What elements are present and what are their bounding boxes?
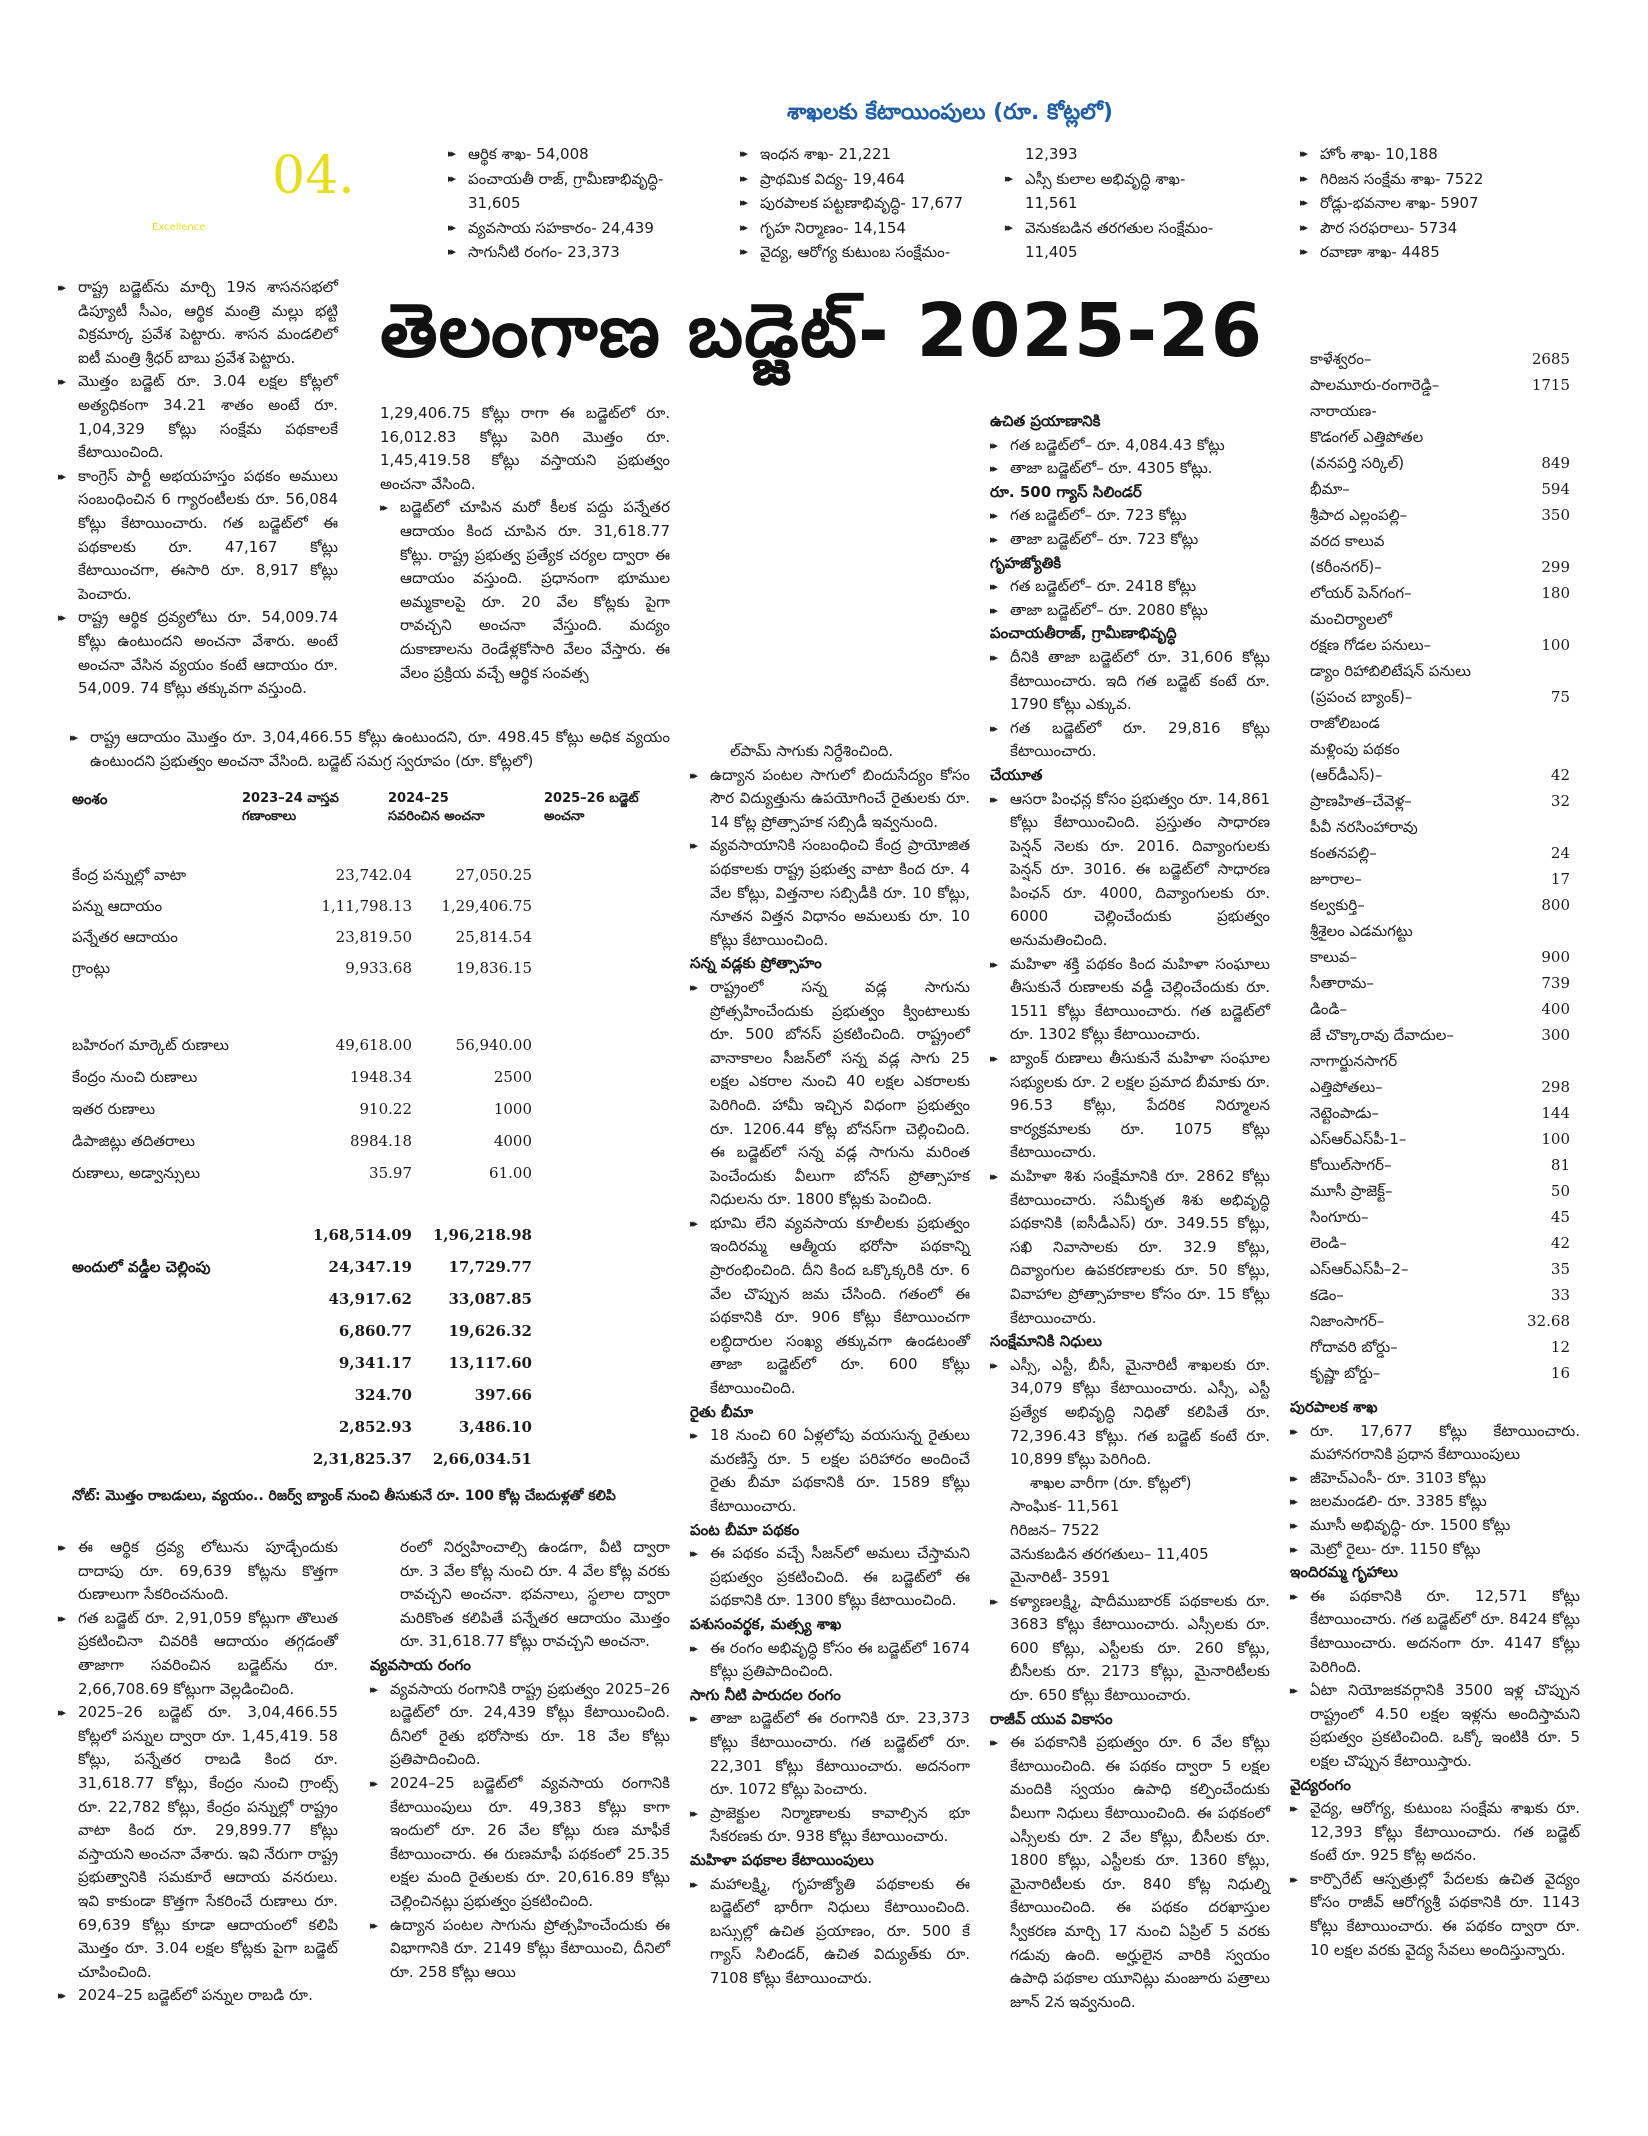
bullet-paragraph: ▸▸ గత బడ్జెట్‌లో– రూ. 723 కోట్లు (990, 504, 1270, 528)
bullet-paragraph: ▸▸ ఆసరా పింఛన్ల కోసం ప్రభుత్వం రూ. 14,861 కోట్లు కేటాయించింది. ప్రస్తుతం సాధారణ పెన్షన్ నెలకు రూ. 2016. దివ్యాంగులకు పెన్షన్ రూ. 3016. ఈ బడ్జెట్‌లో సాధారణ పింఛన్ రూ. 4000, దివ్యాంగులకు రూ. 6000 చెల్లించేందుకు ప్రభుత్వం అనుమతించింది. (990, 788, 1270, 953)
intro-column (58, 276, 338, 701)
project-name: ఎత్తిపోతలు– (1310, 1078, 1383, 1096)
paragraph: 1,29,406.75 కోట్లు రాగా ఈ బడ్జెట్‌లో రూ. 16,012.83 కోట్లు పెరిగి మొత్తం రూ. 1,45,419.58 కోట్లు వస్తాయని ప్రభుత్వం అంచనా వేసింది. (380, 404, 670, 493)
project-name: ఎస్ఆర్ఎస్‌పీ-1– (1310, 1130, 1407, 1148)
project-name: కాళేశ్వరం– (1310, 350, 1372, 368)
row-label: కేంద్ర పన్నుల్లో వాటా (72, 866, 187, 884)
allocation-item: ▸▸ ప్రాథమిక విద్య- 19,464 (740, 167, 1020, 192)
plain-line: శాఖల వారీగా (రూ. కోట్లలో) (1030, 1473, 1192, 1492)
paragraph: రంలో నిర్వహించాల్సి ఉండగా, వీటి ద్వారా రూ. 3 వేల కోట్ల నుంచి రూ. 4 వేల కోట్ల వరకు రావచ్చని అంచనా. భవనాలు, స్థలాల ద్వారా మరికొంత కలిపితే పన్నేతర ఆదాయం మొత్తం రూ. 31,618.77 కోట్లు రావచ్చని అంచనా. (400, 1538, 670, 1651)
table-row (72, 1418, 682, 1442)
row-value: 397.66 (474, 1386, 532, 1404)
project-row (1310, 1234, 1570, 1260)
project-amount: 900 (1541, 948, 1570, 966)
project-name: శ్రీశైలం ఎడమగట్టు (1310, 922, 1413, 940)
project-name: సీతారామ– (1310, 974, 1374, 992)
project-amount: 100 (1541, 1130, 1570, 1148)
row-value: 19,836.15 (455, 959, 532, 977)
project-amount: 298 (1541, 1078, 1570, 1096)
bullet-paragraph: ▸▸ ఎస్సీ, ఎస్టీ, బీసీ, మైనారిటీ శాఖలకు రూ. 34,079 కోట్లు కేటాయించారు. ఎస్సీ, ఎస్టీ ప్రత్యేక అభివృద్ధి నిధితో కలిపితే రూ. 72,396.43 కోట్లు. గత బడ్జెట్ కంటే రూ. 10,899 కోట్లు పెరిగింది. (990, 1354, 1270, 1472)
project-row (1310, 584, 1570, 610)
section-heading: పంట బీమా పథకం (690, 1520, 800, 1539)
table-row (72, 1068, 682, 1092)
project-name: కృష్ణా బోర్డు– (1310, 1364, 1381, 1382)
project-name: జూరాల– (1310, 870, 1362, 888)
project-name: (ఆర్‌డీఎస్)– (1310, 766, 1383, 784)
row-label: పన్ను ఆదాయం (72, 897, 163, 915)
row-value: 1000 (493, 1100, 532, 1118)
table-row (72, 1354, 682, 1378)
project-row (1310, 454, 1570, 480)
project-row (1310, 896, 1570, 922)
table-row (72, 928, 682, 952)
project-row (1310, 610, 1570, 636)
bullet-paragraph: ▸▸ కార్పొరేట్ ఆస్పత్రుల్లో పేదలకు ఉచిత వైద్యం కోసం రాజీవ్ ఆరోగ్యశ్రీ పథకానికి రూ. 1143 కోట్లు కేటాయించారు. ఈ పథకం ద్వారా రూ. 10 లక్షల వరకు వైద్య సేవలు అందిస్తున్నారు. (1290, 1868, 1580, 1962)
project-amount: 16 (1550, 1364, 1570, 1382)
plain-line: వెనుకబడిన తరగతులు– 11,405 (1010, 1544, 1209, 1563)
row-value: 2,66,034.51 (432, 1450, 532, 1468)
project-name: నాగార్జునసాగర్ (1310, 1052, 1398, 1070)
section-heading: చేయూత (990, 765, 1043, 784)
project-row (1310, 974, 1570, 1000)
bullet-paragraph: ▸▸ మూసీ అభివృద్ధి- రూ. 1500 కోట్లు (1290, 1514, 1580, 1538)
row-value: 13,117.60 (448, 1354, 532, 1372)
project-amount: 144 (1541, 1104, 1570, 1122)
project-name: లెండి– (1310, 1234, 1347, 1252)
section-heading: మహిళా పథకాల కేటాయింపులు (690, 1850, 874, 1869)
bullet-paragraph: ▸▸ గత బడ్జెట్ రూ. 2,91,059 కోట్లుగా తొలుత ప్రకటించినా చివరికి ఆదాయం తగ్గడంతో తాజాగా సవరించిన బడ్జెట్‌ను రూ. 2,66,708.69 కోట్లుగా వెల్లడించింది. (58, 1607, 338, 1701)
allocation-item: ▸▸ రవాణా శాఖ- 4485 (1300, 240, 1560, 265)
project-row (1310, 636, 1570, 662)
bullet-paragraph: ▸▸ ఈ పథకానికి ప్రభుత్వం రూ. 6 వేల కోట్లు కేటాయించింది. ఈ పథకం ద్వారా 5 లక్షల మందికి స్వయం ఉపాధి కల్పించేందుకు వీలుగా నిధులు కేటాయించింది. ఈ పథకంలో ఎస్సీలకు రూ. 2 వేల కోట్లు, బీసీలకు రూ. 1800 కోట్లు, ఎస్టీలకు రూ. 1360 కోట్లు, మైనారిటీలకు రూ. 840 కోట్ల నిధుల్ని కేటాయించింది. ఈ పథకం దరఖాస్తుల స్వీకరణ మార్చి 17 నుంచి ఏప్రిల్ 5 వరకు గడువు ఉంది. అర్హులైన వారికి స్వయం ఉపాధి పథకాల యూనిట్లు మంజూరు పత్రాలు జూన్ 2న ఇవ్వనుంది. (990, 1731, 1270, 2014)
project-amount: 81 (1550, 1156, 1570, 1174)
project-name: శ్రీపాద ఎల్లంపల్లి– (1310, 506, 1408, 524)
project-name: కంతనపల్లి– (1310, 844, 1377, 862)
project-name: పీవీ నరసింహారావు (1310, 818, 1418, 836)
bullet-paragraph: ▸▸ రాష్ట్ర ఆదాయం మొత్తం రూ. 3,04,466.55 కోట్లు ఉంటుందని, రూ. 498.45 కోట్లు అధిక వ్యయం ఉంటుందని ప్రభుత్వం అంచనా వేసింది. బడ్జెట్ సమగ్ర స్వరూపం (రూ. కోట్లలో) (70, 726, 670, 773)
deficit-column (58, 1536, 338, 2008)
row-value: 4000 (493, 1132, 532, 1150)
bullet-paragraph: ▸▸ మెట్రో రైలు- రూ. 1150 కోట్లు (1290, 1538, 1580, 1562)
project-amount: 100 (1541, 636, 1570, 654)
project-row (1310, 792, 1570, 818)
project-amount: 75 (1550, 688, 1570, 706)
project-amount: 50 (1550, 1182, 1570, 1200)
project-name: ప్రాణహిత–చేవెళ్ల– (1310, 792, 1412, 810)
bullet-paragraph: ▸▸ గత బడ్జెట్‌లో రూ. 29,816 కోట్లు కేటాయించారు. (990, 717, 1270, 764)
allocations-column-3 (1005, 142, 1275, 265)
project-name: డ్యాం రిహాబిలిటేషన్ పనులు (1310, 662, 1471, 680)
project-amount: 32 (1550, 792, 1570, 810)
project-name: నెట్టెంపాడు– (1310, 1104, 1379, 1122)
project-amount: 24 (1550, 844, 1570, 862)
row-value: 33,087.85 (448, 1290, 532, 1308)
project-name: (కరీంనగర్)– (1310, 558, 1382, 576)
table-row (72, 1322, 682, 1346)
bullet-paragraph: ▸▸ తాజా బడ్జెట్‌లో– రూ. 723 కోట్లు (990, 528, 1270, 552)
section-heading: ఉచిత ప్రయాణానికి (990, 412, 1101, 430)
project-name: కడెం– (1310, 1286, 1344, 1304)
project-row (1310, 1156, 1570, 1182)
page-number: 04. (272, 146, 355, 206)
project-name: నారాయణ- (1310, 402, 1377, 420)
bullet-paragraph: ▸▸ వైద్య, ఆరోగ్య, కుటుంబ సంక్షేమ శాఖకు రూ. 12,393 కోట్లు కేటాయించారు. గత బడ్జెట్ కంటే రూ. 925 కోట్ల అదనం. (1290, 1797, 1580, 1868)
project-name: భీమా– (1310, 480, 1350, 498)
row-value: 2500 (493, 1068, 532, 1086)
row-label: అందులో వడ్డీల చెల్లింపు (72, 1258, 211, 1276)
bullet-paragraph: ▸▸ తాజా బడ్జెట్‌లో– రూ. 4305 కోట్లు. (990, 457, 1270, 481)
section-heading: రాజీవ్ యువ వికాసం (990, 1709, 1113, 1728)
row-label: బహిరంగ మార్కెట్ రుణాలు (72, 1036, 229, 1054)
bullet-paragraph: ▸▸ కాంగ్రెస్ పార్టీ అభయహస్తం పథకం అములు సంబంధించిన 6 గ్యారంటీలకు రూ. 56,084 కోట్లు కేటాయించారు. గత బడ్జెట్‌లో ఈ పథకాలకు రూ. 47,167 కోట్లు కేటాయించగా, ఈసారి రూ. 8,917 కోట్లు పెంచారు. (58, 465, 338, 607)
project-name: ఎస్ఆర్ఎస్‌పీ–2– (1310, 1260, 1409, 1278)
project-amount: 300 (1541, 1026, 1570, 1044)
row-value: 24,347.19 (328, 1258, 412, 1276)
row-value: 9,933.68 (345, 959, 412, 977)
bullet-paragraph: ▸▸ ఈ పథకం వచ్చే సీజన్‌లో అమలు చేస్తామని ప్రభుత్వం ప్రకటించింది. ఈ బడ్జెట్‌లో ఈ పథకానికి రూ. 1300 కోట్లు కేటాయించింది. (690, 1542, 970, 1613)
row-value: 910.22 (359, 1100, 412, 1118)
row-value: 27,050.25 (455, 866, 532, 884)
bullet-paragraph: ▸▸ వ్యవసాయానికి సంబంధించి కేంద్ర ప్రాయోజిత పథకాలకు రాష్ట్ర ప్రభుత్వ వాటా కింద రూ. 4 వేల కోట్లు, విత్తనాల సబ్సిడీకి రూ. 10 కోట్లు, నూతన విత్తన విధానం అమలుకు రూ. 10 కోట్లు కేటాయించింది. (690, 834, 970, 952)
bullet-paragraph: ▸▸ రాష్ట్ర ఆర్థిక ద్రవ్యలోటు రూ. 54,009.74 కోట్లు ఉంటుందని అంచనా వేశారు. అంటే అంచనా వేసిన వ్యయం కంటే ఆదాయం రూ. 54,009. 74 కోట్లు తక్కువగా వస్తుంది. (58, 606, 338, 700)
row-value: 2,31,825.37 (312, 1450, 412, 1468)
table-row (72, 1100, 682, 1124)
project-amount: 1715 (1531, 376, 1570, 394)
project-row (1310, 766, 1570, 792)
row-label: పన్నేతర ఆదాయం (72, 928, 178, 946)
project-name: కల్వకుర్తి– (1310, 896, 1365, 914)
project-row (1310, 1000, 1570, 1026)
plain-line: సాంఘిక- 11,561 (1010, 1497, 1120, 1516)
allocations-title: శాఖలకు కేటాయింపులు (రూ. కోట్లలో) (787, 100, 1113, 125)
section-heading: వ్యవసాయ రంగం (370, 1655, 471, 1674)
bullet-paragraph: ▸▸ జలమండలి- రూ. 3385 కోట్లు (1290, 1490, 1580, 1514)
allocation-item: 31,605 (468, 194, 521, 212)
allocations-column-1 (448, 142, 728, 265)
row-label: ఇతర రుణాలు (72, 1100, 156, 1118)
row-value: 61.00 (489, 1164, 532, 1182)
welfare-column (990, 410, 1270, 2014)
bullet-paragraph: ▸▸ వ్యవసాయ రంగానికి రాష్ట్ర ప్రభుత్వం 2025–26 బడ్జెట్‌లో రూ. 24,439 కోట్లు కేటాయించింది. దీనిలో రైతు భరోసాకు రూ. 18 వేల కోట్లు ప్రతిపాదించింది. (370, 1678, 670, 1772)
row-value: 1,96,218.98 (432, 1226, 532, 1244)
table-row (72, 1226, 682, 1250)
project-name: డిండి– (1310, 1000, 1348, 1018)
allocation-item: ▸▸ గృహ నిర్మాణం- 14,154 (740, 216, 1020, 241)
project-name: మంచిర్యాలలో (1310, 610, 1392, 628)
project-amount: 45 (1550, 1208, 1570, 1226)
table-row (72, 1036, 682, 1060)
section-heading: రూ. 500 గ్యాస్ సిలిండర్ (990, 482, 1142, 501)
project-row (1310, 350, 1570, 376)
project-name: మూసీ ప్రాజెక్ట్– (1310, 1182, 1393, 1200)
bullet-paragraph: ▸▸ తాజా బడ్జెట్‌లో ఈ రంగానికి రూ. 23,373 కోట్లు కేటాయించారు. గత బడ్జెట్‌లో రూ. 22,301 కోట్లు కేటాయించారు. అదనంగా రూ. 1072 కోట్లు పెంచారు. (690, 1707, 970, 1801)
allocation-item: ▸▸ ఆర్థిక శాఖ- 54,008 (448, 142, 728, 167)
row-label: రుణాలు, అడ్వాన్సులు (72, 1164, 201, 1182)
project-row (1310, 532, 1570, 558)
project-row (1310, 948, 1570, 974)
bullet-paragraph: ▸▸ మహాలక్ష్మి, గృహజ్యోతి పథకాలకు ఈ బడ్జెట్‌లో భారీగా నిధులు కేటాయించింది. బస్సుల్లో ఉచిత ప్రయాణం, రూ. 500 కే గ్యాస్ సిలిండర్, ఉచిత విద్యుత్‌కు రూ. 7108 కోట్లు కేటాయించారు. (690, 1873, 970, 1991)
schemes-column (690, 740, 970, 1990)
row-value: 19,626.32 (448, 1322, 532, 1340)
table-header-item: అంశం (72, 790, 108, 808)
bullet-paragraph: ▸▸ ఉద్యాన పంటల సాగులో బిందుసేద్యం కోసం సౌర విద్యుత్తును ఉపయోగించే రైతులకు రూ. 14 కోట్ల ప్రోత్సాహక సబ్సిడీ ఇవ్వనుంది. (690, 764, 970, 835)
project-name: కోయిల్‌సాగర్– (1310, 1156, 1392, 1174)
row-label: కేంద్రం నుంచి రుణాలు (72, 1068, 198, 1086)
table-header-estimate: 2025–26 బడ్జెట్ అంచనా (544, 791, 639, 824)
bullet-paragraph: ▸▸ 18 నుంచి 60 ఏళ్లలోపు వయసున్న రైతులు మరణిస్తే రూ. 5 లక్షల పరిహారం అందించే రైతు బీమా పథకానికి రూ. 1589 కోట్లు కేటాయించారు. (690, 1424, 970, 1518)
bullet-paragraph: ▸▸ ఈ ఆర్థిక ద్రవ్య లోటును పూడ్చేందుకు దాదాపు రూ. 69,639 కోట్లను కొత్తగా రుణాలుగా సేకరించనుంది. (58, 1536, 338, 1607)
project-row (1310, 480, 1570, 506)
revenue-column (380, 402, 670, 685)
bullet-paragraph: ▸▸ బడ్జెట్‌లో చూపిన మరో కీలక పద్దు పన్నేతర ఆదాయం కింద చూపిన రూ. 31,618.77 కోట్లు. రాష్ట్ర ప్రభుత్వ ప్రత్యేక చర్యల ద్వారా ఈ ఆదాయం వస్తుంది. ప్రధానంగా భూముల అమ్మకాలపై రూ. 20 వేల కోట్లకు పైగా రావచ్చని అంచనా వేస్తుంది. మద్యం దుకాణాలను రెండేళ్లకోసారి వేలం వేస్తారు. ఈ వేలం ప్రక్రియ వచ్చే ఆర్థిక సంవత్స (380, 496, 670, 685)
project-amount: 180 (1541, 584, 1570, 602)
project-amount: 35 (1550, 1260, 1570, 1278)
bullet-paragraph: ▸▸ రాష్ట్ర బడ్జెట్‌ను మార్చి 19న శాసనసభలో డిప్యూటీ సీఎం, ఆర్థిక మంత్రి మల్లు భట్టి విక్రమార్క ప్రవేశ పెట్టారు. శాసన మండలిలో ఐటీ మంత్రి శ్రీధర్ బాబు ప్రవేశ పెట్టారు. (58, 276, 338, 370)
row-value: 9,341.17 (338, 1354, 412, 1372)
row-value: 8984.18 (349, 1132, 412, 1150)
row-value: 23,742.04 (335, 866, 412, 884)
bullet-paragraph: ▸▸ మొత్తం బడ్జెట్ రూ. 3.04 లక్షల కోట్లలో అత్యధికంగా 34.21 శాతం అంటే రూ. 1,04,329 కోట్లు సంక్షేమ పథకాలకే కేటాయించింది. (58, 370, 338, 464)
allocation-item: ▸▸ వ్యవసాయ సహకారం- 24,439 (448, 216, 728, 241)
project-name: సింగూరు– (1310, 1208, 1369, 1226)
section-heading: సన్న వడ్లకు ప్రోత్సాహం (690, 954, 822, 973)
bullet-paragraph: ▸▸ 2024–25 బడ్జెట్‌లో పన్నుల రాబడి రూ. (58, 1984, 338, 2008)
allocation-item: ▸▸ పౌర సరఫరాలు- 5734 (1300, 216, 1560, 241)
section-heading: రైతు బీమా (690, 1402, 754, 1421)
project-name: జే చొక్కారావు దేవాదుల– (1310, 1026, 1454, 1044)
table-row (72, 1290, 682, 1314)
project-name: మళ్లింపు పథకం (1310, 740, 1400, 758)
project-row (1310, 1104, 1570, 1130)
project-name: నిజాంసాగర్– (1310, 1312, 1385, 1330)
row-value: 6,860.77 (338, 1322, 412, 1340)
table-intro (70, 726, 670, 773)
section-heading: సంక్షేమానికి నిధులు (990, 1332, 1102, 1351)
section-heading: పంచాయతీరాజ్, గ్రామీణాభివృద్ధి (990, 624, 1177, 643)
project-row (1310, 1130, 1570, 1156)
project-row (1310, 1026, 1570, 1052)
project-row (1310, 1052, 1570, 1078)
allocation-item: ▸▸ ఎస్సీ కులాల అభివృద్ధి శాఖ- (1005, 167, 1275, 192)
project-row (1310, 1286, 1570, 1312)
project-name: (ప్రపంచ బ్యాంక్)– (1310, 688, 1413, 706)
row-value: 1,68,514.09 (312, 1226, 412, 1244)
project-amount: 350 (1541, 506, 1570, 524)
table-row (72, 866, 682, 890)
row-value: 1948.34 (349, 1068, 412, 1086)
allocation-item: ▸▸ వెనుకబడిన తరగతుల సంక్షేమం- (1005, 216, 1275, 241)
bullet-paragraph: ▸▸ ఈ పథకానికి రూ. 12,571 కోట్లు కేటాయించారు. గత బడ్జెట్‌లో రూ. 8424 కోట్లు కేటాయించారు. అదనంగా రూ. 4147 కోట్లు పెరిగింది. (1290, 1585, 1580, 1679)
project-amount: 800 (1541, 896, 1570, 914)
table-row (72, 1258, 682, 1282)
table-row (72, 1386, 682, 1410)
bullet-paragraph: ▸▸ గత బడ్జెట్‌లో– రూ. 4,084.43 కోట్లు (990, 434, 1270, 458)
bullet-paragraph: ▸▸ 2025–26 బడ్జెట్ రూ. 3,04,466.55 కోట్లలో పన్నుల ద్వారా రూ. 1,45,419. 58 కోట్లు, పన్నేతర రాబడి కింద రూ. 31,618.77 కోట్లు, కేంద్రం నుంచి గ్రాంట్స్ రూ. 22,782 కోట్లు, కేంద్రం పన్నుల్లో రాష్ట్రం వాటా కింద రూ. 29,899.77 కోట్లు వస్తాయని అంచనా వేశారు. ఇవి నేరుగా రాష్ట్ర ప్రభుత్వానికి సమకూరే ఆదాయ వనరులు. ఇవి కాకుండా కొత్తగా సేకరించే రుణాలు రూ. 69,639 కోట్లు కూడా ఆదాయంలో కలిపి మొత్తం రూ. 3.04 లక్షల కోట్లకు పైగా బడ్జెట్ చూపించింది. (58, 1701, 338, 1984)
project-row (1310, 1260, 1570, 1286)
bullet-paragraph: ▸▸ దీనికి తాజా బడ్జెట్‌లో రూ. 31,606 కోట్లు కేటాయించారు. ఇది గత బడ్జెట్ కంటే రూ. 1790 కోట్లు ఎక్కువ. (990, 646, 1270, 717)
project-row (1310, 818, 1570, 844)
project-name: రాజోలిబండ (1310, 714, 1380, 732)
table-note: నోట్: మొత్తం రాబడులు, వ్యయం.. రిజర్వ్ బ్యాంక్ నుంచి తీసుకునే రూ. 100 కోట్ల చేబదుళ్లతో కలిపి (72, 1488, 616, 1504)
project-name: (వనపర్తి సర్కిల్) (1310, 454, 1405, 472)
allocation-item: 12,393 (1025, 145, 1078, 163)
project-name: కొడంగల్ ఎత్తిపోతల (1310, 428, 1424, 446)
table-row (72, 897, 682, 921)
row-value: 23,819.50 (335, 928, 412, 946)
budget-table (72, 790, 682, 1450)
project-name: గోదావరి బోర్డు– (1310, 1338, 1398, 1356)
section-heading: పశుసంవర్థక, మత్స్య శాఖ (690, 1614, 842, 1633)
project-amount: 17 (1550, 870, 1570, 888)
project-row (1310, 1338, 1570, 1364)
project-row (1310, 428, 1570, 454)
project-name: రక్షణ గోడల పనులు– (1310, 636, 1432, 654)
row-value: 1,29,406.75 (441, 897, 532, 915)
project-row (1310, 844, 1570, 870)
table-row (72, 959, 682, 983)
allocations-column-2 (740, 142, 1020, 265)
table-row (72, 1132, 682, 1156)
row-label: డిపాజిట్లు తదితరాలు (72, 1132, 195, 1150)
project-row (1310, 1364, 1570, 1390)
project-name: కాలువ– (1310, 948, 1357, 966)
project-row (1310, 1182, 1570, 1208)
project-row (1310, 506, 1570, 532)
bullet-paragraph: ▸▸ మహిళా శిశు సంక్షేమానికి రూ. 2862 కోట్లు కేటాయించారు. సమీకృత శిశు అభివృద్ధి పథకానికి (ఐసీడీఎస్) రూ. 349.55 కోట్లు, సఖి నివాసాలకు రూ. 32.9 కోట్లు, దివ్యాంగుల ఉపకరణాలకు రూ. 50 కోట్లు, వివాహాల ప్రోత్సాహకాల కోసం రూ. 15 కోట్లు కేటాయించారు. (990, 1165, 1270, 1330)
project-name: పాలమూరు-రంగారెడ్డి– (1310, 376, 1440, 394)
bullet-paragraph: ▸▸ తాజా బడ్జెట్‌లో– రూ. 2080 కోట్లు (990, 599, 1270, 623)
bullet-paragraph: ▸▸ గత బడ్జెట్‌లో– రూ. 2418 కోట్లు (990, 575, 1270, 599)
project-row (1310, 740, 1570, 766)
row-label: గ్రాంట్లు (72, 959, 111, 977)
bullet-paragraph: ▸▸ రాష్ట్రంలో సన్న వడ్ల సాగును ప్రోత్సహించేందుకు ప్రభుత్వం క్వింటాలుకు రూ. 500 బోనస్ ప్రకటించింది. రాష్ట్రంలో వానాకాలం సీజన్‌లో సన్న వడ్ల సాగు 25 లక్షల ఎకరాల నుంచి 40 లక్షల ఎకరాలకు పెరిగింది. హామీ ఇచ్చిన విధంగా ప్రభుత్వం రూ. 1206.44 కోట్ల బోనస్‌గా చెల్లించింది. ఈ బడ్జెట్‌లో సన్న వడ్ల సాగును మరింత పెంచేందుకు వీలుగా బోనస్ ప్రోత్సాహక నిధులను రూ. 1800 కోట్లకు పెంచింది. (690, 976, 970, 1212)
project-amount: 32.68 (1527, 1312, 1570, 1330)
plain-line: మైనారిటీ- 3591 (1010, 1568, 1111, 1587)
allocation-item: ▸▸ పంచాయతీ రాజ్, గ్రామీణాభివృద్ధి- (448, 167, 728, 192)
bullet-paragraph: ▸▸ కళ్యాణలక్ష్మి, షాదీముబారక్ పథకాలకు రూ. 3683 కోట్లు కేటాయించారు. ఎస్సీలకు రూ. 600 కోట్లు, ఎస్టీలకు రూ. 260 కోట్లు, బీసీలకు రూ. 2173 కోట్లు, మైనారిటీలకు రూ. 650 కోట్లు కేటాయించారు. (990, 1590, 1270, 1708)
allocation-item: 11,405 (1025, 243, 1078, 261)
table-row (72, 1164, 682, 1188)
agriculture-column (370, 1536, 670, 1984)
project-row (1310, 922, 1570, 948)
row-value: 49,618.00 (335, 1036, 412, 1054)
row-value: 43,917.62 (328, 1290, 412, 1308)
project-amount: 594 (1541, 480, 1570, 498)
row-value: 17,729.77 (448, 1258, 532, 1276)
section-heading: ఇందిరమ్మ గృహాలు (1290, 1563, 1398, 1582)
row-value: 35.97 (369, 1164, 412, 1182)
bullet-paragraph: ▸▸ ఉద్యాన పంటల సాగును ప్రోత్సహించేందుకు ఈ విభాగానికి రూ. 2149 కోట్లు కేటాయించి, దీనిలో రూ. 258 కోట్లు ఆయి (370, 1914, 670, 1985)
urban-housing-health-column (1290, 1396, 1580, 1962)
row-value: 25,814.54 (455, 928, 532, 946)
project-row (1310, 1078, 1570, 1104)
project-row (1310, 870, 1570, 896)
section-heading: వైద్యరంగం (1290, 1775, 1351, 1794)
brand-logo: Excellence (152, 222, 206, 233)
bullet-paragraph: ▸▸ ఏటా నియోజకవర్గానికి 3500 ఇళ్ల చొప్పున రాష్ట్రంలో 4.50 లక్షల ఇళ్లను అందిస్తామని ప్రభుత్వం ప్రకటించింది. ఒక్కో ఇంటికి రూ. 5 లక్షల చొప్పున కేటాయిస్తారు. (1290, 1679, 1580, 1773)
allocation-item: ▸▸ రోడ్లు-భవనాల శాఖ- 5907 (1300, 191, 1560, 216)
project-row (1310, 402, 1570, 428)
project-row (1310, 688, 1570, 714)
bullet-paragraph: ▸▸ భూమి లేని వ్యవసాయ కూలీలకు ప్రభుత్వం ఇందిరమ్మ ఆత్మీయ భరోసా పథకాన్ని ప్రారంభించింది. దీని కింద ఒక్కొక్కరికి రూ. 6 వేల చొప్పున జమ చేసింది. గతంలో ఈ పథకానికి రూ. 906 కోట్లు కేటాయించగా లబ్ధిదారుల సంఖ్య తక్కువగా ఉండటంతో తాజా బడ్జెట్‌లో రూ. 600 కోట్లు కేటాయించింది. (690, 1212, 970, 1401)
page-title: తెలంగాణ బడ్జెట్- 2025-26 (380, 288, 1264, 374)
project-amount: 400 (1541, 1000, 1570, 1018)
plain-line: గిరిజన– 7522 (1010, 1520, 1100, 1539)
bullet-paragraph: ▸▸ ఈ రంగం అభివృద్ధి కోసం ఈ బడ్జెట్‌లో 1674 కోట్లు ప్రతిపాదించింది. (690, 1637, 970, 1684)
project-amount: 12 (1550, 1338, 1570, 1356)
row-value: 2,852.93 (338, 1418, 412, 1436)
project-amount: 849 (1541, 454, 1570, 472)
project-row (1310, 662, 1570, 688)
table-header-actual: 2023–24 వాస్తవ గణాంకాలు (242, 791, 339, 824)
allocation-item: ▸▸ గిరిజన సంక్షేమ శాఖ- 7522 (1300, 167, 1560, 192)
project-amount: 2685 (1531, 350, 1570, 368)
section-heading: గృహజ్యోతికి (990, 553, 1062, 572)
bullet-paragraph: ▸▸ ప్రాజెక్టుల నిర్మాణాలకు కావాల్సిన భూ సేకరణకు రూ. 938 కోట్లు కేటాయించారు. (690, 1802, 970, 1849)
project-row (1310, 1208, 1570, 1234)
allocation-item: ▸▸ హోం శాఖ- 10,188 (1300, 142, 1560, 167)
allocation-item: ▸▸ ఇంధన శాఖ- 21,221 (740, 142, 1020, 167)
allocations-column-4 (1300, 142, 1560, 265)
table-total-row (72, 1450, 682, 1474)
project-row (1310, 714, 1570, 740)
project-amount: 739 (1541, 974, 1570, 992)
section-heading: సాగు నీటి పారుదల రంగం (690, 1685, 841, 1704)
allocation-item: ▸▸ వైద్య, ఆరోగ్య కుటుంబ సంక్షేమం- (740, 240, 1020, 265)
project-row (1310, 558, 1570, 584)
allocation-item: ▸▸ పురపాలక పట్టణాభివృద్ధి- 17,677 (740, 191, 1020, 216)
bullet-paragraph: ▸▸ 2024–25 బడ్జెట్‌లో వ్యవసాయ రంగానికి కేటాయింపులు రూ. 49,383 కోట్లు కాగా ఇందులో రూ. 26 వేల కోట్లు రుణ మాఫీకే కేటాయించారు. ఈ రుణమాఫీ పథకంలో 25.35 లక్షల మంది రైతులకు రూ. 20,616.89 కోట్లు చెల్లించినట్లు ప్రభుత్వం ప్రకటించింది. (370, 1772, 670, 1914)
row-value: 56,940.00 (455, 1036, 532, 1054)
table-header-revised: 2024–25 సవరించిన అంచనా (388, 791, 485, 824)
paragraph: ల్‌పామ్ సాగుకు నిర్దేశించింది. (730, 742, 894, 760)
project-amount: 299 (1541, 558, 1570, 576)
row-value: 1,11,798.13 (321, 897, 412, 915)
project-amount: 33 (1550, 1286, 1570, 1304)
row-value: 3,486.10 (458, 1418, 532, 1436)
bullet-paragraph: ▸▸ బ్యాంక్ రుణాలు తీసుకునే మహిళా సంఘాల సభ్యులకు రూ. 2 లక్షల ప్రమాద బీమాకు రూ. 96.53 కోట్లు, పేదరిక నిర్మూలన కార్యక్రమాలకు రూ. 1075 కోట్లు కేటాయించారు. (990, 1047, 1270, 1165)
project-name: వరద కాలువ (1310, 532, 1385, 550)
project-amount: 42 (1550, 1234, 1570, 1252)
project-row (1310, 1312, 1570, 1338)
section-heading: పురపాలక శాఖ (1290, 1398, 1378, 1416)
allocation-item: 11,561 (1025, 194, 1078, 212)
project-name: లోయర్ పెన్‌గంగ– (1310, 584, 1412, 602)
project-amount: 42 (1550, 766, 1570, 784)
bullet-paragraph: ▸▸ రూ. 17,677 కోట్లు కేటాయించారు. మహానగరానికి ప్రధాన కేటాయింపులు (1290, 1420, 1580, 1467)
bullet-paragraph: ▸▸ మహిళా శక్తి పథకం కింద మహిళా సంఘాలు తీసుకునే రుణాలకు వడ్డీ చెల్లించేందుకు రూ. 1511 కోట్లు కేటాయించారు. గత బడ్జెట్‌లో రూ. 1302 కోట్లు కేటాయించారు. (990, 953, 1270, 1047)
bullet-paragraph: ▸▸ జీహెచ్ఎంసీ- రూ. 3103 కోట్లు (1290, 1467, 1580, 1491)
row-value: 324.70 (354, 1386, 412, 1404)
irrigation-projects-list (1310, 350, 1570, 1390)
project-row (1310, 376, 1570, 402)
allocation-item: ▸▸ సాగునీటి రంగం- 23,373 (448, 240, 728, 265)
